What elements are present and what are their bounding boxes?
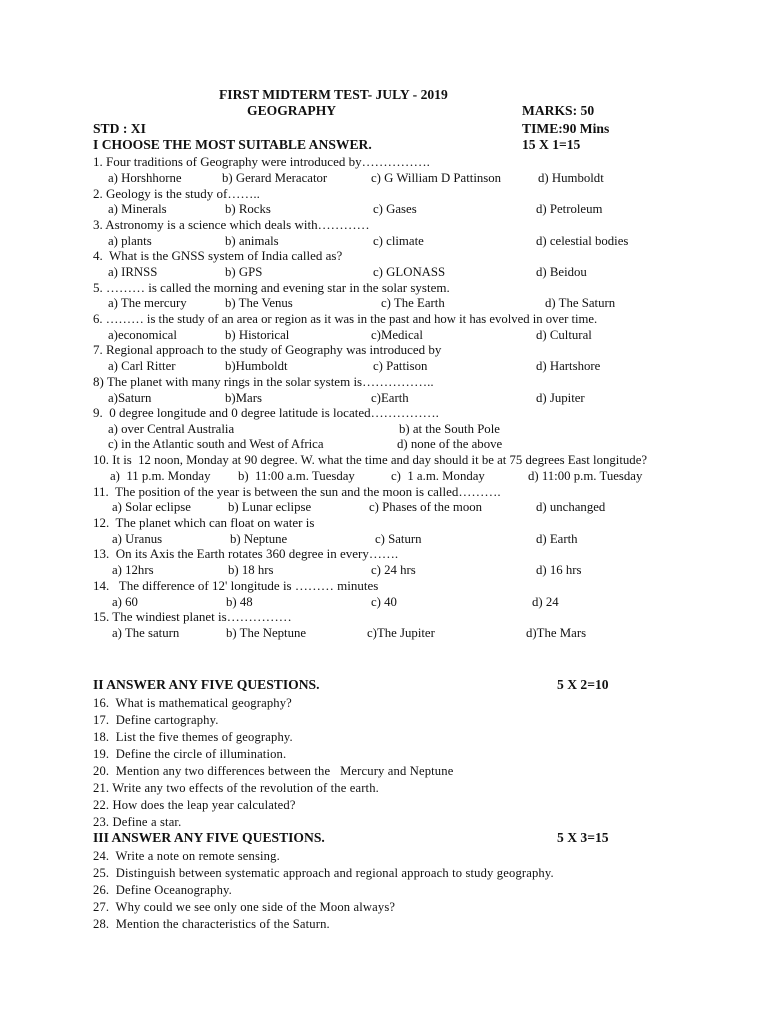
option-1c: c) G William D Pattinson xyxy=(371,171,502,185)
option-10c: c) 1 a.m. Monday xyxy=(391,469,485,483)
option-7c: c) Pattison xyxy=(373,359,428,373)
option-12d: d) Earth xyxy=(536,532,578,546)
option-10d: d) 11:00 p.m. Tuesday xyxy=(528,469,643,483)
option-7b: b)Humboldt xyxy=(225,359,288,373)
option-13a: a) 12hrs xyxy=(112,563,154,577)
option-1b: b) Gerard Meracator xyxy=(222,171,328,185)
option-5b: b) The Venus xyxy=(225,296,293,310)
section3-marks: 5 X 3=15 xyxy=(557,830,609,845)
option-13c: c) 24 hrs xyxy=(371,563,416,577)
option-14b: b) 48 xyxy=(226,595,253,609)
question-16: 16. What is mathematical geography? xyxy=(93,696,292,710)
option-14d: d) 24 xyxy=(532,595,559,609)
option-6b: b) Historical xyxy=(225,328,290,342)
option-3c: c) climate xyxy=(373,234,424,248)
time-label: TIME:90 Mins xyxy=(522,121,610,136)
option-14c: c) 40 xyxy=(371,595,397,609)
option-13d: d) 16 hrs xyxy=(536,563,582,577)
option-8a: a)Saturn xyxy=(108,391,152,405)
option-9c: c) in the Atlantic south and West of Africa xyxy=(108,437,324,451)
section3-heading: III ANSWER ANY FIVE QUESTIONS. xyxy=(93,830,325,845)
option-7a: a) Carl Ritter xyxy=(108,359,176,373)
question-18: 18. List the five themes of geography. xyxy=(93,730,293,744)
question-23: 23. Define a star. xyxy=(93,815,182,829)
option-11b: b) Lunar eclipse xyxy=(228,500,312,514)
option-3d: d) celestial bodies xyxy=(536,234,629,248)
question-10: 10. It is 12 noon, Monday at 90 degree. W. what the time and day should it be at 75 degrees East longitude? xyxy=(93,453,648,467)
option-8d: d) Jupiter xyxy=(536,391,585,405)
option-15b: b) The Neptune xyxy=(226,626,307,640)
option-14a: a) 60 xyxy=(112,595,138,609)
option-15d: d)The Mars xyxy=(526,626,587,640)
option-12b: b) Neptune xyxy=(230,532,288,546)
option-12a: a) Uranus xyxy=(112,532,163,546)
question-13: 13. On its Axis the Earth rotates 360 degree in every……. xyxy=(93,546,399,561)
option-4a: a) IRNSS xyxy=(108,265,158,279)
option-6a: a)economical xyxy=(108,328,177,342)
option-5d: d) The Saturn xyxy=(545,296,616,310)
std-label: STD : XI xyxy=(93,121,146,136)
question-17: 17. Define cartography. xyxy=(93,713,219,727)
section2-marks: 5 X 2=10 xyxy=(557,677,609,692)
option-4c: c) GLONASS xyxy=(373,265,446,279)
question-24: 24. Write a note on remote sensing. xyxy=(93,849,280,863)
option-9d: d) none of the above xyxy=(397,437,503,451)
option-15c: c)The Jupiter xyxy=(367,626,435,640)
question-2: 2. Geology is the study of…….. xyxy=(93,186,260,201)
question-22: 22. How does the leap year calculated? xyxy=(93,798,296,812)
option-13b: b) 18 hrs xyxy=(228,563,274,577)
option-6d: d) Cultural xyxy=(536,328,592,342)
option-10b: b) 11:00 a.m. Tuesday xyxy=(238,469,355,483)
option-7d: d) Hartshore xyxy=(536,359,601,373)
question-5: 5. ……… is called the morning and evening star in the solar system. xyxy=(93,280,450,295)
option-2b: b) Rocks xyxy=(225,202,271,216)
exam-title: FIRST MIDTERM TEST- JULY - 2019 xyxy=(219,87,448,102)
question-4: 4. What is the GNSS system of India called as? xyxy=(93,248,343,263)
question-19: 19. Define the circle of illumination. xyxy=(93,747,287,761)
option-9a: a) over Central Australia xyxy=(108,422,235,436)
question-25: 25. Distinguish between systematic approach and regional approach to study geography. xyxy=(93,866,554,880)
section2-heading: II ANSWER ANY FIVE QUESTIONS. xyxy=(93,677,320,692)
question-15: 15. The windiest planet is…………… xyxy=(93,609,292,624)
option-3b: b) animals xyxy=(225,234,279,248)
option-4d: d) Beidou xyxy=(536,265,587,279)
question-20: 20. Mention any two differences between the Mercury and Neptune xyxy=(93,764,454,778)
option-1a: a) Horshhorne xyxy=(108,171,182,185)
option-5c: c) The Earth xyxy=(381,296,445,310)
question-1: 1. Four traditions of Geography were introduced by……………. xyxy=(93,154,430,169)
option-15a: a) The saturn xyxy=(112,626,180,640)
option-8c: c)Earth xyxy=(371,391,409,405)
option-8b: b)Mars xyxy=(225,391,262,405)
marks-label: MARKS: 50 xyxy=(522,103,595,118)
option-1d: d) Humboldt xyxy=(538,171,604,185)
option-2a: a) Minerals xyxy=(108,202,167,216)
option-5a: a) The mercury xyxy=(108,296,187,310)
question-21: 21. Write any two effects of the revolution of the earth. xyxy=(93,781,379,795)
question-3: 3. Astronomy is a science which deals with………… xyxy=(93,217,370,232)
option-2c: c) Gases xyxy=(373,202,417,216)
option-10a: a) 11 p.m. Monday xyxy=(110,469,211,483)
option-11a: a) Solar eclipse xyxy=(112,500,191,514)
question-6: 6. ……… is the study of an area or region as it was in the past and how it has evolved in over time. xyxy=(93,312,598,326)
question-11: 11. The position of the year is between the sun and the moon is called………. xyxy=(93,484,501,499)
option-9b: b) at the South Pole xyxy=(399,422,500,436)
question-8: 8) The planet with many rings in the solar system is…………….. xyxy=(93,374,434,389)
option-6c: c)Medical xyxy=(371,328,423,342)
option-11c: c) Phases of the moon xyxy=(369,500,483,514)
option-12c: c) Saturn xyxy=(375,532,422,546)
option-2d: d) Petroleum xyxy=(536,202,603,216)
option-3a: a) plants xyxy=(108,234,152,248)
question-27: 27. Why could we see only one side of the Moon always? xyxy=(93,900,396,914)
section1-heading: I CHOOSE THE MOST SUITABLE ANSWER. xyxy=(93,137,372,152)
subject-title: GEOGRAPHY xyxy=(247,103,337,118)
question-26: 26. Define Oceanography. xyxy=(93,883,232,897)
question-7: 7. Regional approach to the study of Geography was introduced by xyxy=(93,342,442,357)
question-9: 9. 0 degree longitude and 0 degree latitude is located……………. xyxy=(93,405,439,420)
option-11d: d) unchanged xyxy=(536,500,606,514)
question-14: 14. The difference of 12' longitude is ……… minutes xyxy=(93,578,379,593)
option-4b: b) GPS xyxy=(225,265,263,279)
section1-marks: 15 X 1=15 xyxy=(522,137,581,152)
question-12: 12. The planet which can float on water is xyxy=(93,515,315,530)
question-28: 28. Mention the characteristics of the Saturn. xyxy=(93,917,330,931)
